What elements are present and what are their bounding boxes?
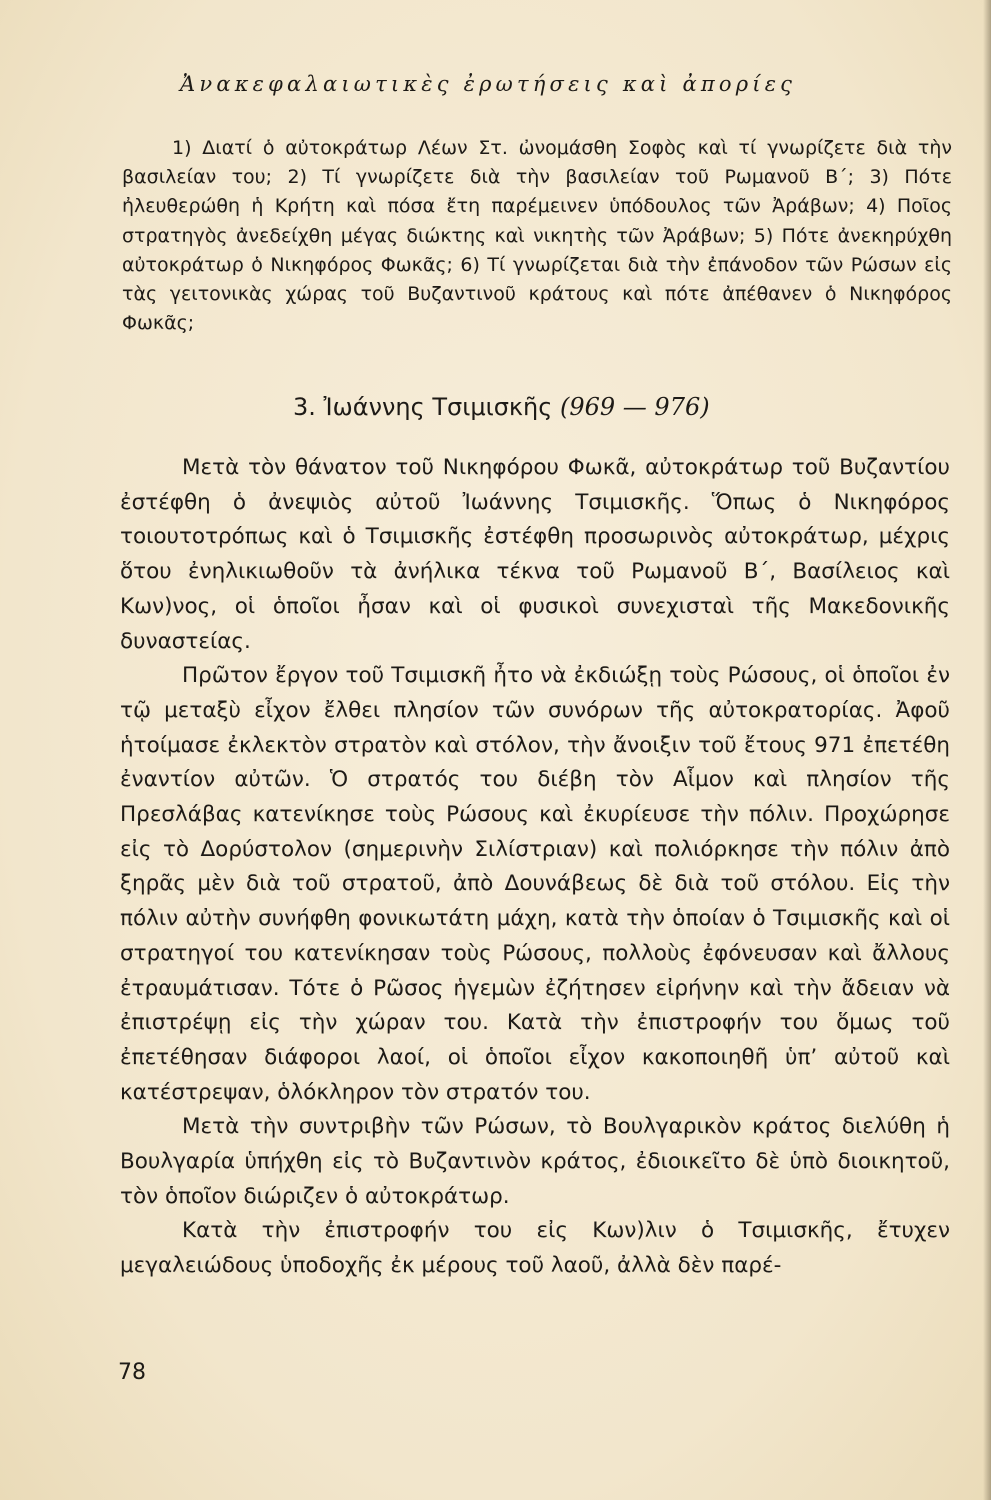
paragraph: Μετὰ τὸν θάνατον τοῦ Νικηφόρου Φωκᾶ, αὐτοκράτωρ τοῦ Βυζαντίου ἐστέφθη ὁ ἀνεψιὸς αὐτοῦ Ἰωάννης Τσιμισκῆς. Ὅπως ὁ Νικηφόρος τοιουτοτρόπως καὶ ὁ Τσιμισκῆς ἐστέφθη προσωρινὸς αὐτοκράτωρ, μέχρις ὅτου ἐνηλικιωθοῦν τὰ ἀνήλικα τέκνα τοῦ Ρωμανοῦ Β΄, Βασίλειος καὶ Κων)νος, οἱ ὁποῖοι ἦσαν καὶ οἱ φυσικοὶ συνεχισταὶ τῆς Μακεδονικῆς δυναστείας. — [120, 455, 950, 654]
body-text — [120, 451, 950, 1284]
section-number: 3. — [293, 393, 316, 421]
paragraph: Μετὰ τὴν συντριβὴν τῶν Ρώσων, τὸ Βουλγαρικὸν κράτος διελύθη ἡ Βουλγαρία ὑπήχθη εἰς τὸ Βυζαντινὸν κράτος, ἐδιοικεῖτο δὲ ὑπὸ διοικητοῦ, τὸν ὁποῖον διώριζεν ὁ αὐτοκράτωρ. — [120, 1114, 950, 1209]
paragraph: Κατὰ τὴν ἐπιστροφήν του εἰς Κων)λιν ὁ Τσιμισκῆς, ἔτυχεν μεγαλειώδους ὑποδοχῆς ἐκ μέρους τοῦ λαοῦ, ἀλλὰ δὲν παρέ- — [120, 1218, 950, 1279]
section-dates: (969 — 976) — [560, 393, 710, 421]
review-questions — [122, 134, 952, 338]
section-heading — [293, 393, 710, 421]
running-header: Ἀνακεφαλαιωτικὲς ἐρωτήσεις καὶ ἀπορίες — [180, 72, 797, 96]
page-number: 78 — [118, 1360, 146, 1385]
paragraph: Πρῶτον ἔργον τοῦ Τσιμισκῆ ἦτο νὰ ἐκδιώξῃ τοὺς Ρώσους, οἱ ὁποῖοι ἐν τῷ μεταξὺ εἶχον ἔλθει πλησίον τῶν συνόρων τῆς αὐτοκρατορίας. Ἀφοῦ ἡτοίμασε ἐκλεκτὸν στρατὸν καὶ στόλον, τὴν ἄνοιξιν τοῦ ἔτους 971 ἐπετέθη ἐναντίον αὐτῶν. Ὁ στρατός του διέβη τὸν Αἷμον καὶ πλησίον τῆς Πρεσλάβας κατενίκησε τοὺς Ρώσους καὶ ἐκυρίευσε τὴν πόλιν. Προχώρησε εἰς τὸ Δορύστολον (σημερινὴν Σιλίστριαν) καὶ πολιόρκησε τὴν πόλιν ἀπὸ ξηρᾶς μὲν διὰ τοῦ στρατοῦ, ἀπὸ Δουνάβεως δὲ διὰ τοῦ στόλου. Εἰς τὴν πόλιν αὐτὴν συνήφθη φονικωτάτη μάχη, κατὰ τὴν ὁποίαν ὁ Τσιμισκῆς καὶ οἱ στρατηγοί του κατενίκησαν τοὺς Ρώσους, πολλοὺς ἐφόνευσαν καὶ ἄλλους ἐτραυμάτισαν. Τότε ὁ Ρῶσος ἡγεμὼν ἐζήτησεν εἰρήνην καὶ τὴν ἄδειαν νὰ ἐπιστρέψῃ εἰς τὴν χώραν του. Κατὰ τὴν ἐπιστροφήν του ὅμως τοῦ ἐπετέθησαν διάφοροι λαοί, οἱ ὁποῖοι εἶχον κακοποιηθῆ ὑπ’ αὐτοῦ καὶ κατέστρεψαν, ὁλόκληρον τὸν στρατόν του. — [120, 663, 950, 1105]
review-questions-text: 1) Διατί ὁ αὐτοκράτωρ Λέων Στ. ὠνομάσθη Σοφὸς καὶ τί γνωρίζετε διὰ τὴν βασιλείαν του; 2) Τί γνωρίζετε διὰ τὴν βασιλείαν τοῦ Ρωμανοῦ Β΄; 3) Πότε ἠλευθερώθη ἡ Κρήτη καὶ πόσα ἔτη παρέμεινεν ὑπόδουλος τῶν Ἀράβων; 4) Ποῖος στρατηγὸς ἀνεδείχθη μέγας διώκτης καὶ νικητὴς τῶν Ἀράβων; 5) Πότε ἀνεκηρύχθη αὐτοκράτωρ ὁ Νικηφόρος Φωκᾶς; 6) Τί γνωρίζεται διὰ τὴν ἐπάνοδον τῶν Ρώσων εἰς τὰς γειτονικὰς χώρας τοῦ Βυζαντινοῦ κράτους καὶ πότε ἀπέθανεν ὁ Νικηφόρος Φωκᾶς; — [122, 137, 952, 335]
page-edge-shadow — [983, 0, 991, 1500]
section-name: Ἰωάννης Τσιμισκῆς — [323, 393, 553, 421]
